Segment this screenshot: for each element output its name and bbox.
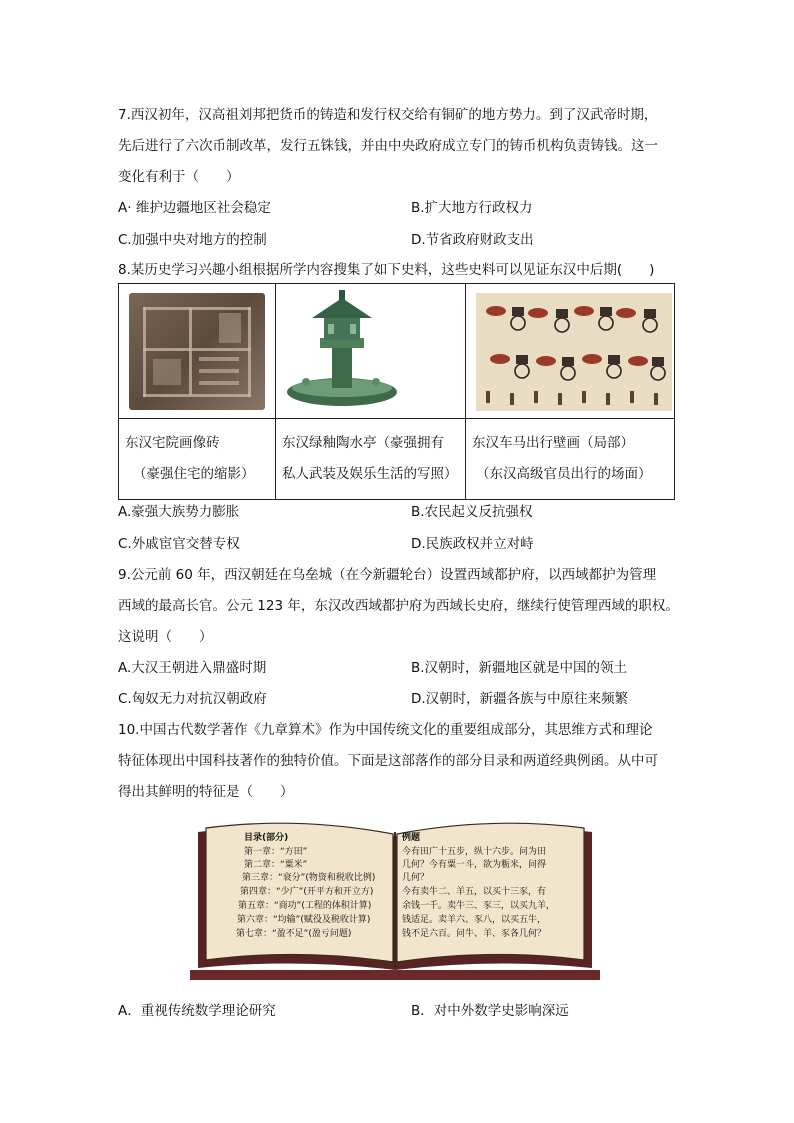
book-toc-title: 目录(部分) bbox=[244, 833, 289, 843]
q7-stem-line-3: 变化有利于（ ） bbox=[118, 169, 240, 185]
q9-stem-line-2: 西域的最高长官。公元 123 年，东汉改西域都护府为西域长史府，继续行使管理西域的职权。 bbox=[118, 598, 679, 614]
book-toc-row-1: 第一章：“方田” bbox=[244, 847, 308, 857]
q10-option-a[interactable]: A．重视传统数学理论研究 bbox=[118, 1003, 276, 1019]
mural-caption bbox=[466, 419, 675, 500]
q9-stem-line-1: 9.公元前 60 年，西汉朝廷在乌垒城（在今新疆轮台）设置西域都护府，以西域都护为管理 bbox=[118, 567, 657, 583]
pottery-caption-title: 东汉绿釉陶水亭（豪强拥有 bbox=[282, 435, 444, 451]
brick-caption-note: （豪强住宅的缩影） bbox=[133, 466, 255, 482]
han-courtyard-brick-image bbox=[129, 293, 265, 410]
q8-option-d[interactable]: D.民族政权并立对峙 bbox=[411, 536, 534, 552]
q8-option-a[interactable]: A.豪强大族势力膨胀 bbox=[118, 504, 240, 520]
green-glazed-water-pavilion-image bbox=[276, 284, 465, 418]
book-example-row-6: 钱适足。卖羊六、豕八，以买五牛， bbox=[402, 915, 547, 925]
q10-stem-line-3: 得出其鲜明的特征是（ ） bbox=[118, 784, 294, 800]
q7-option-d[interactable]: D.节省政府财政支出 bbox=[411, 232, 534, 248]
pottery-caption bbox=[276, 419, 466, 500]
q7-option-a[interactable]: A· 维护边疆地区社会稳定 bbox=[118, 200, 271, 216]
q7-stem-line-1: 7.西汉初年，汉高祖刘邦把货币的铸造和发行权交给有铜矿的地方势力。到了汉武帝时期， bbox=[118, 107, 658, 123]
book-toc-row-7: 第七章：“盈不足”(盈亏问题) bbox=[236, 929, 352, 939]
book-example-row-4: 今有卖牛二、羊五，以买十三豕，有 bbox=[402, 887, 547, 897]
q7-option-b[interactable]: B.扩大地方行政权力 bbox=[411, 200, 533, 216]
q8-option-c[interactable]: C.外戚宦官交替专权 bbox=[118, 536, 240, 552]
book-example-row-2: 几何？今有粟一斗，欲为粝米，问得 bbox=[402, 860, 547, 870]
q9-option-b[interactable]: B.汉朝时，新疆地区就是中国的领土 bbox=[411, 660, 628, 676]
q8-stem: 8.某历史学习兴趣小组根据所学内容搜集了如下史料，这些史料可以见证东汉中后期( ) bbox=[118, 262, 655, 278]
q10-stem-line-2: 特征体现出中国科技著作的独特价值。下面是这部落作的部分目录和两道经典例函。从中可 bbox=[118, 753, 658, 769]
q9-option-d[interactable]: D.汉朝时，新疆各族与中原往来频繁 bbox=[411, 691, 629, 707]
book-example-row-7: 钱不足六百。问牛、羊、豕各几何？ bbox=[402, 929, 547, 939]
pottery-image-cell bbox=[276, 284, 466, 419]
brick-image-cell bbox=[119, 284, 276, 419]
brick-caption bbox=[119, 419, 276, 500]
book-example-title: 例题 bbox=[402, 833, 421, 843]
chariot-procession-mural-image bbox=[476, 293, 672, 411]
mural-image-cell bbox=[466, 284, 675, 419]
q7-stem-line-2: 先后进行了六次币制改革，发行五铢钱，并由中央政府成立专门的铸币机构负责铸钱。这一 bbox=[118, 138, 658, 154]
pottery-caption-note: 私人武装及娱乐生活的写照） bbox=[282, 466, 458, 482]
q10-stem-line-1: 10.中国古代数学著作《九章算术》作为中国传统文化的重要组成部分，其思维方式和理论 bbox=[118, 722, 653, 738]
q9-stem-line-3: 这说明（ ） bbox=[118, 629, 213, 645]
brick-caption-title: 东汉宅院画像砖 bbox=[125, 435, 220, 451]
q10-option-b[interactable]: B．对中外数学史影响深远 bbox=[411, 1003, 569, 1019]
open-book-illustration bbox=[186, 818, 604, 982]
book-toc-row-5: 第五章：“商功”(工程的体积计算) bbox=[238, 901, 372, 911]
q7-option-c[interactable]: C.加强中央对地方的控制 bbox=[118, 232, 267, 248]
book-toc-row-6: 第六章：“均输”(赋役及税收计算) bbox=[237, 915, 371, 925]
book-example-row-3: 几何？ bbox=[402, 873, 430, 883]
q9-option-c[interactable]: C.匈奴无力对抗汉朝政府 bbox=[118, 691, 267, 707]
q9-option-a[interactable]: A.大汉王朝进入鼎盛时期 bbox=[118, 660, 267, 676]
book-example-row-5: 余钱一千。卖牛三、豕三，以买九羊， bbox=[402, 901, 556, 911]
mural-caption-title: 东汉车马出行壁画（局部） bbox=[472, 435, 634, 451]
q8-source-table bbox=[118, 283, 675, 500]
mural-caption-note: （东汉高级官员出行的场面） bbox=[476, 466, 652, 482]
q8-option-b[interactable]: B.农民起义反抗强权 bbox=[411, 504, 533, 520]
book-toc-row-2: 第二章：“粟米” bbox=[244, 860, 308, 870]
book-toc-row-3: 第三章：“衰分”(物资和税收比例) bbox=[242, 873, 376, 883]
book-example-row-1: 今有田广十五步，纵十六步。问为田 bbox=[402, 847, 547, 857]
book-toc-row-4: 第四章：“少广”(开平方和开立方) bbox=[240, 887, 374, 897]
